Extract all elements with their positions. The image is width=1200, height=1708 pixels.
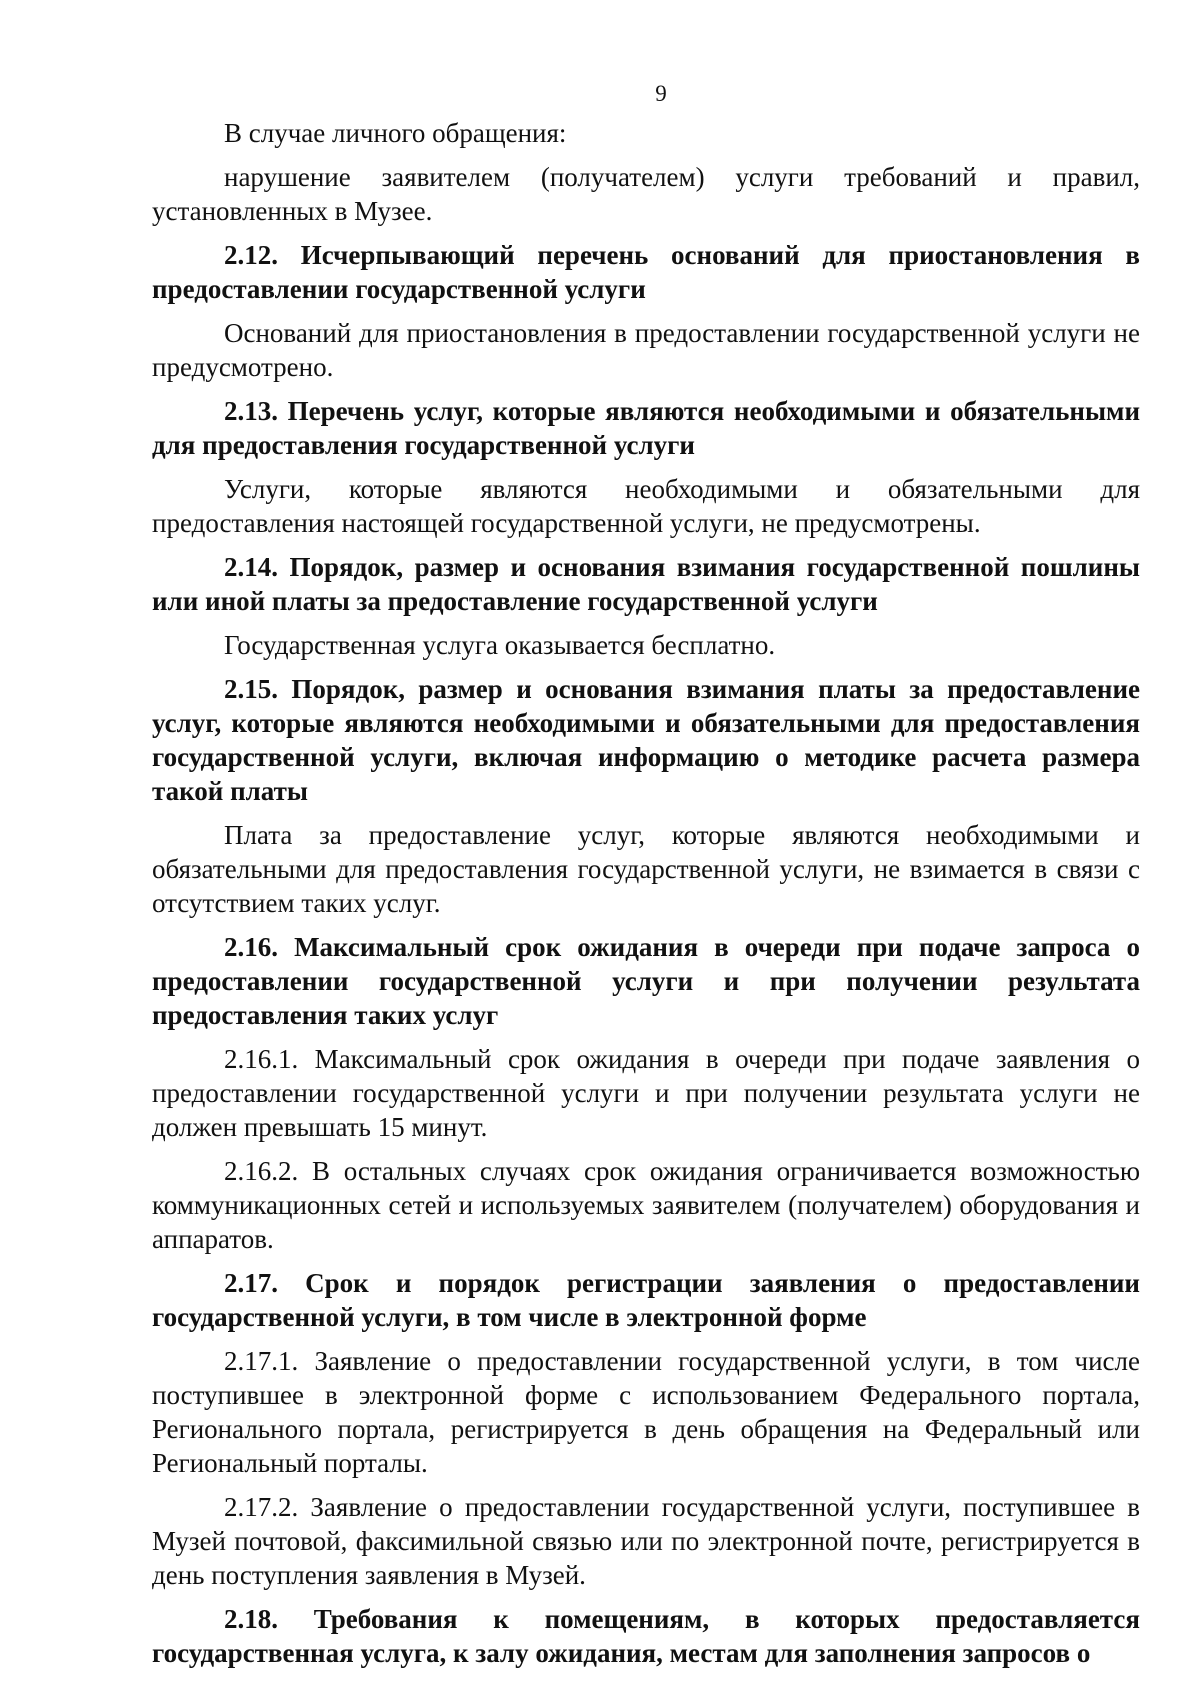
page-number: 9 — [655, 81, 667, 106]
paragraph-2-12-body: Оснований для приостановления в предоставлении государственной услуги не предусмотрено. — [152, 318, 1140, 382]
paragraph-2-14-body: Государственная услуга оказывается бесплатно. — [224, 630, 776, 660]
heading-2-16: 2.16. Максимальный срок ожидания в очереди при подаче запроса о предоставлении государственной услуги и при получении результата предоставления таких услуг — [152, 932, 1140, 1030]
heading-2-13: 2.13. Перечень услуг, которые являются необходимыми и обязательными для предоставления государственной услуги — [152, 396, 1140, 460]
paragraph-2-16-1: 2.16.1. Максимальный срок ожидания в очереди при подаче заявления о предоставлении государственной услуги и при получении результата услуги не должен превышать 15 минут. — [152, 1044, 1140, 1142]
heading-2-18: 2.18. Требования к помещениям, в которых предоставляется государственная услуга, к залу ожидания, местам для заполнения запросов о — [152, 1604, 1140, 1668]
paragraph-2-13-body: Услуги, которые являются необходимыми и обязательными для предоставления настоящей государственной услуги, не предусмотрены. — [152, 474, 1140, 538]
paragraph-2-17-2: 2.17.2. Заявление о предоставлении государственной услуги, поступившее в Музей почтовой, факсимильной связью или по электронной почте, регистрируется в день поступления заявления в Музей. — [152, 1492, 1140, 1590]
heading-2-17: 2.17. Срок и порядок регистрации заявления о предоставлении государственной услуги, в том числе в электронной форме — [152, 1268, 1140, 1332]
heading-2-14: 2.14. Порядок, размер и основания взимания государственной пошлины или иной платы за предоставление государственной услуги — [152, 552, 1140, 616]
paragraph-2-15-body: Плата за предоставление услуг, которые являются необходимыми и обязательными для предоставления государственной услуги, не взимается в связи с отсутствием таких услуг. — [152, 820, 1140, 918]
heading-2-15: 2.15. Порядок, размер и основания взимания платы за предоставление услуг, которые являются необходимыми и обязательными для предоставления государственной услуги, включая информацию о методике расчета размера такой платы — [152, 674, 1140, 806]
paragraph-2-17-1: 2.17.1. Заявление о предоставлении государственной услуги, в том числе поступившее в электронной форме с использованием Федерального портала, Регионального портала, регистрируется в день обращения на Федеральный или Региональный порталы. — [152, 1346, 1140, 1478]
heading-2-12: 2.12. Исчерпывающий перечень оснований для приостановления в предоставлении государственной услуги — [152, 240, 1140, 304]
paragraph-2-16-2: 2.16.2. В остальных случаях срок ожидания ограничивается возможностью коммуникационных сетей и используемых заявителем (получателем) оборудования и аппаратов. — [152, 1156, 1140, 1254]
paragraph-personal-appeal: В случае личного обращения: — [224, 118, 567, 148]
paragraph-violation: нарушение заявителем (получателем) услуги требований и правил, установленных в Музее. — [152, 162, 1140, 226]
page-content — [152, 72, 1140, 1680]
